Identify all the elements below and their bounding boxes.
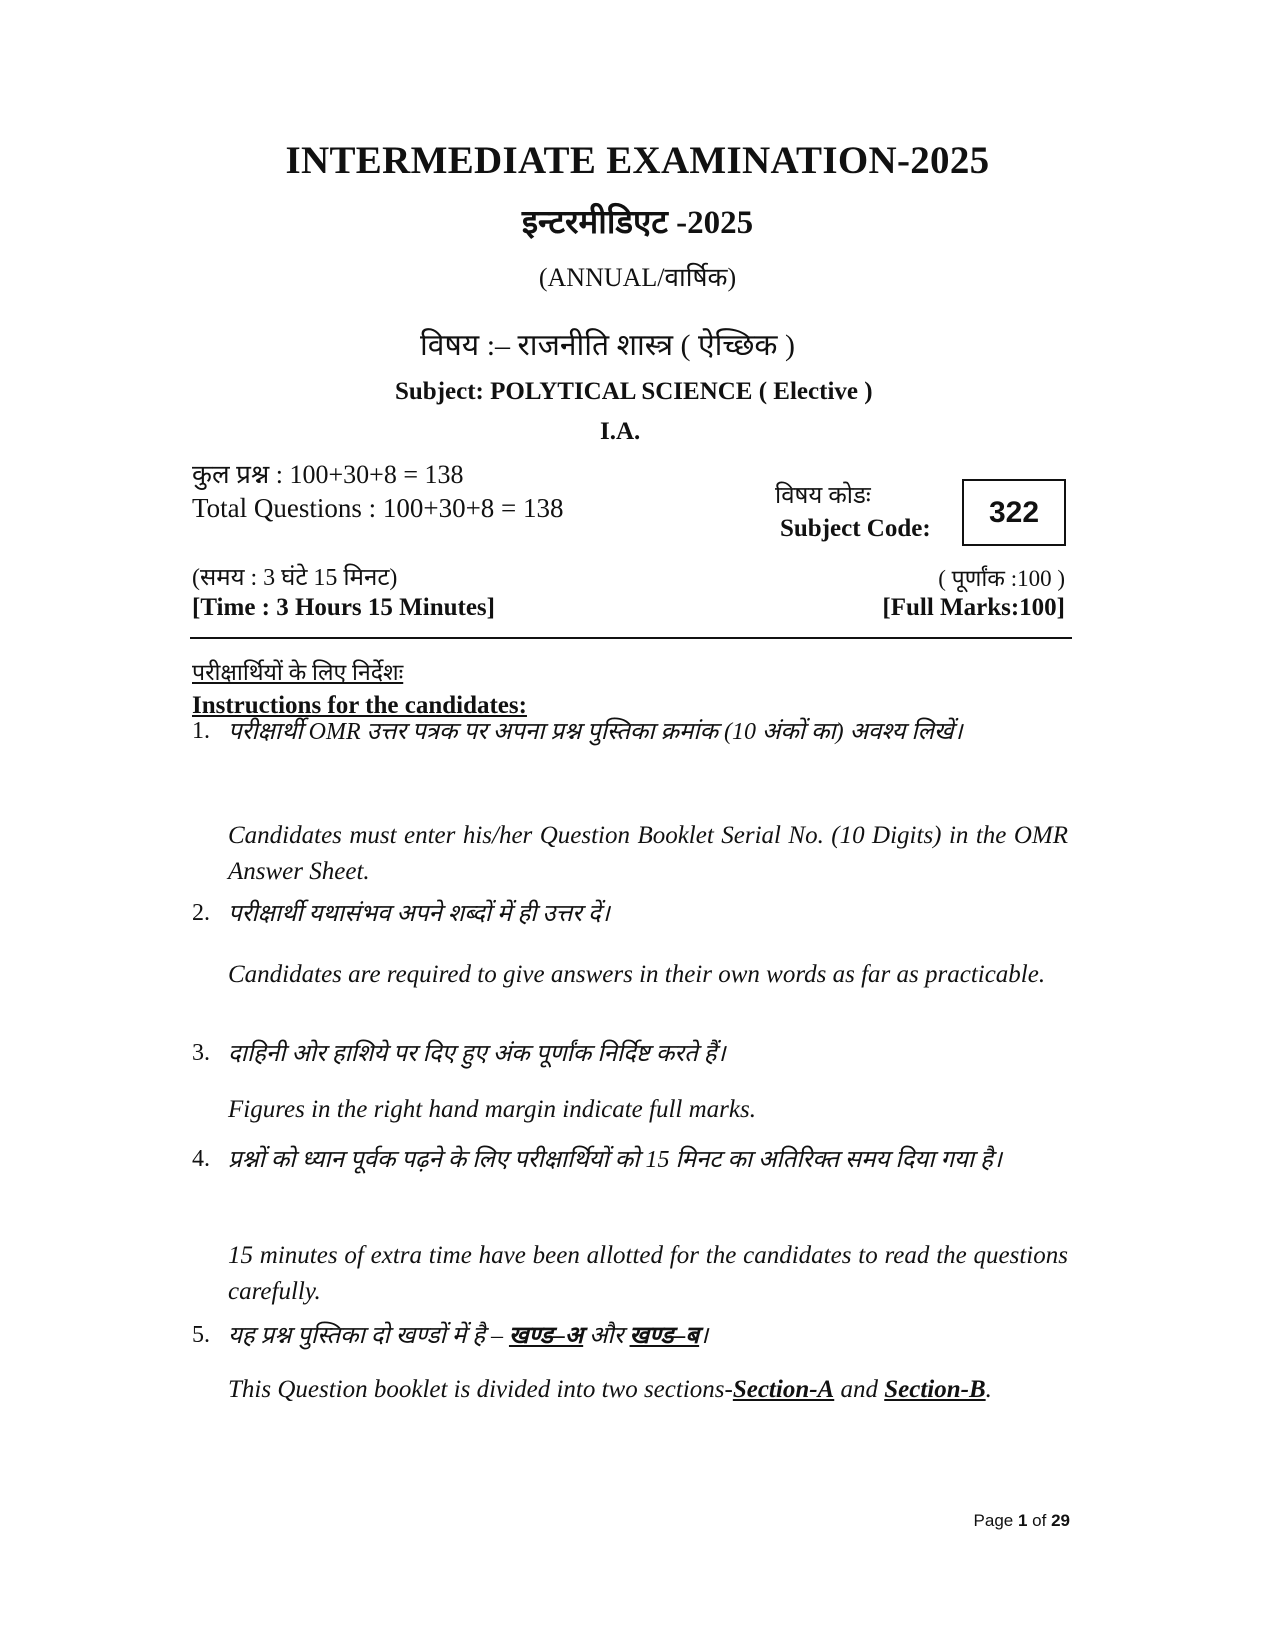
page-prefix: Page: [973, 1511, 1018, 1530]
instruction-number: 1.: [192, 718, 210, 744]
instruction-english: [228, 1372, 1068, 1408]
subject-code-label-hindi: विषय कोडः: [775, 483, 871, 509]
instruction-number: 5.: [192, 1322, 210, 1348]
exam-title-hindi: इन्टरमीडिएट -2025: [521, 205, 754, 241]
instruction-text: This Question booklet is divided into two sections-: [228, 1376, 733, 1403]
instruction-hindi: परीक्षार्थी यथासंभव अपने शब्दों में ही उत्तर दें।: [228, 901, 610, 927]
instruction-hindi: परीक्षार्थी OMR उत्तर पत्रक पर अपना प्रश्न पुस्तिका क्रमांक (10 अंकों का) अवश्य लिखें।: [228, 719, 963, 745]
full-marks-english: [Full Marks:100]: [882, 594, 1065, 621]
instruction-english: 15 minutes of extra time have been allotted for the candidates to read the questions carefully.: [228, 1242, 1068, 1305]
subject-code-box: 322: [962, 479, 1066, 546]
instruction-english: Candidates are required to give answers in their own words as far as practicable.: [228, 961, 1046, 988]
page-number: [920, 1511, 1070, 1531]
instruction-hindi: दाहिनी ओर हाशिये पर दिए हुए अंक पूर्णांक निर्दिष्ट करते हैं।: [228, 1041, 726, 1067]
header-divider: [190, 637, 1072, 639]
conjunction: and: [834, 1376, 885, 1403]
instruction-english: Figures in the right hand margin indicate full marks.: [228, 1096, 756, 1123]
page-current: 1: [1017, 1511, 1028, 1530]
instruction-number: 3.: [192, 1040, 210, 1066]
section-b-label: Section-B: [884, 1376, 986, 1403]
page-total: 29: [1051, 1511, 1070, 1530]
subject-hindi: विषय :– राजनीति शास्त्र ( ऐच्छिक ): [420, 329, 795, 362]
total-questions-english: Total Questions : 100+30+8 = 138: [192, 493, 564, 523]
exam-type: (ANNUAL/वार्षिक): [538, 263, 737, 292]
conjunction: और: [589, 1323, 624, 1349]
instruction-text: यह प्रश्न पुस्तिका दो खण्डों में है –: [228, 1323, 503, 1349]
instruction-number: 4.: [192, 1146, 210, 1172]
class-label: I.A.: [600, 418, 641, 445]
instruction-english: Candidates must enter his/her Question Booklet Serial No. (10 Digits) in the OMR Answer Sheet.: [228, 822, 1068, 885]
sentence-end: .: [985, 1376, 992, 1403]
full-marks-hindi: ( पूर्णांक :100 ): [938, 566, 1065, 591]
subject-english: Subject: POLYTICAL SCIENCE ( Elective ): [395, 378, 873, 405]
section-a-label: Section-A: [732, 1376, 835, 1403]
total-questions-hindi: कुल प्रश्न : 100+30+8 = 138: [192, 460, 464, 489]
page-of: of: [1027, 1511, 1052, 1530]
instruction-number: 2.: [192, 900, 210, 926]
exam-title: INTERMEDIATE EXAMINATION-2025: [285, 139, 990, 182]
instructions-heading-english: Instructions for the candidates:: [192, 692, 527, 719]
sentence-end: ।: [699, 1323, 709, 1349]
time-hindi: (समय : 3 घंटे 15 मिनट): [192, 565, 398, 591]
subject-code-label: Subject Code:: [780, 515, 931, 542]
instruction-hindi: [228, 1318, 1068, 1354]
section-b-label-hindi: खण्ड–ब: [629, 1323, 700, 1349]
instruction-hindi: प्रश्नों को ध्यान पूर्वक पढ़ने के लिए परीक्षार्थियों को 15 मिनट का अतिरिक्त समय दिया गया है।: [228, 1147, 1002, 1173]
section-a-label-hindi: खण्ड–अ: [508, 1323, 584, 1349]
time-english: [Time : 3 Hours 15 Minutes]: [192, 594, 495, 621]
instructions-heading-hindi: परीक्षार्थियों के लिए निर्देशः: [192, 660, 404, 685]
